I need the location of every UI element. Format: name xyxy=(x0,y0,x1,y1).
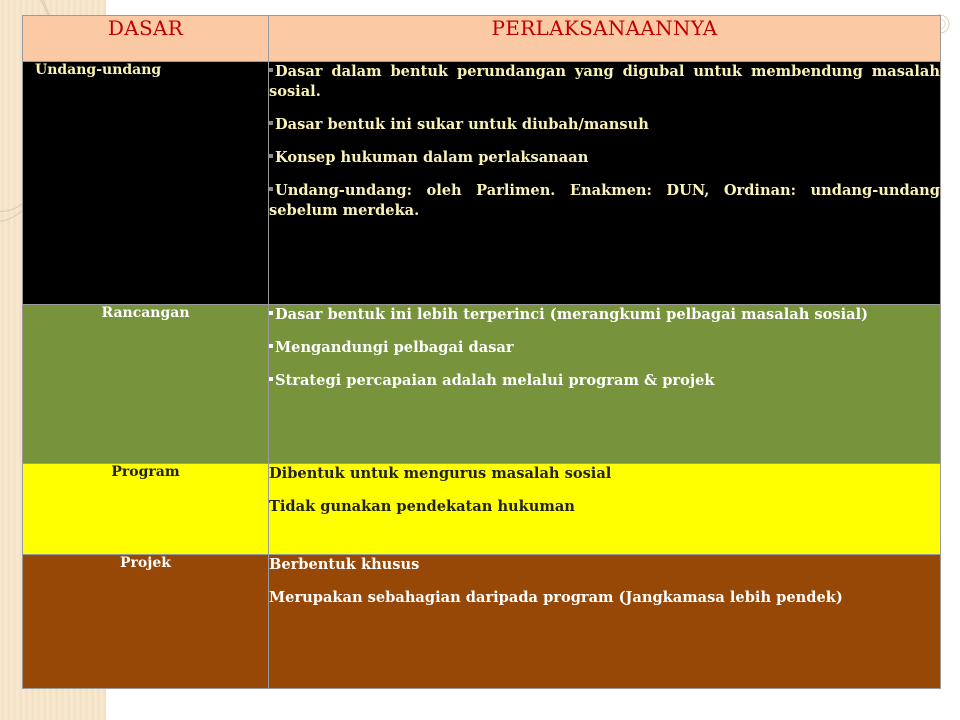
bullet-icon xyxy=(269,344,273,348)
row-label: Program xyxy=(23,463,269,554)
list-item: Dasar bentuk ini lebih terperinci (merangkumi pelbagai masalah sosial) xyxy=(269,305,940,325)
list-item: Mengandungi pelbagai dasar xyxy=(269,338,940,358)
row-content xyxy=(269,463,941,554)
dasar-table xyxy=(22,15,941,689)
bullet-icon xyxy=(269,311,273,315)
list-item: Merupakan sebahagian daripada program (Jangkamasa lebih pendek) xyxy=(269,588,843,606)
list-item: Undang-undang: oleh Parlimen. Enakmen: DUN, Ordinan: undang-undang sebelum merdeka. xyxy=(269,181,940,219)
table-row-rancangan xyxy=(23,305,941,463)
bullet-icon xyxy=(269,187,273,191)
row-content xyxy=(269,305,941,463)
table-row-undang-undang xyxy=(23,61,941,305)
list-item: Konsep hukuman dalam perlaksanaan xyxy=(269,148,940,168)
list-item: Tidak gunakan pendekatan hukuman xyxy=(269,497,575,515)
list-item: Berbentuk khusus xyxy=(269,555,420,573)
row-content xyxy=(269,554,941,688)
list-item: Dasar bentuk ini sukar untuk diubah/mansuh xyxy=(269,115,940,135)
row-label: Projek xyxy=(23,554,269,688)
list-item: Strategi percapaian adalah melalui program & projek xyxy=(269,371,940,391)
bullet-icon xyxy=(269,154,273,158)
row-content xyxy=(269,61,941,305)
table-row-projek xyxy=(23,554,941,688)
row-label: Rancangan xyxy=(23,305,269,463)
row-label: Undang-undang xyxy=(23,61,269,305)
list-item: Dibentuk untuk mengurus masalah sosial xyxy=(269,464,612,482)
bullet-icon xyxy=(269,68,273,72)
header-dasar: DASAR xyxy=(23,16,269,62)
header-perlaksanaannya: PERLAKSANAANNYA xyxy=(269,16,941,62)
table-row-program xyxy=(23,463,941,554)
bullet-icon xyxy=(269,377,273,381)
list-item: Dasar dalam bentuk perundangan yang digubal untuk membendung masalah sosial. xyxy=(269,62,940,100)
table-header-row xyxy=(23,16,941,62)
bullet-icon xyxy=(269,121,273,125)
